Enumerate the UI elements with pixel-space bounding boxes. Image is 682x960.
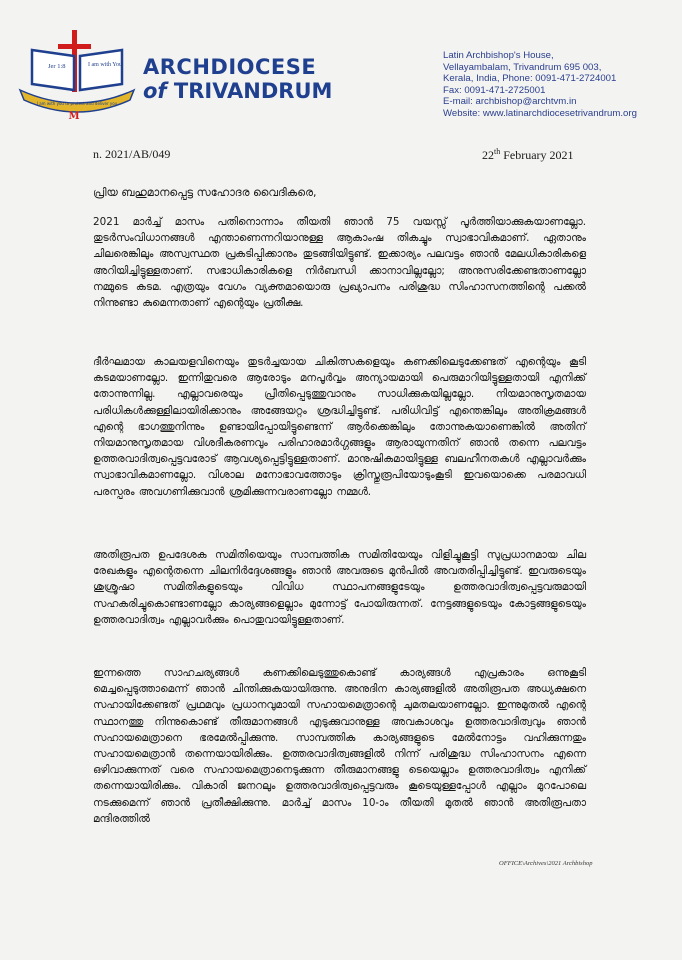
letterhead-address (443, 50, 673, 120)
address-line: Vellayambalam, Trivandrum 695 003, (443, 61, 602, 73)
book-left-text: Jer 1:8 (48, 63, 66, 70)
ribbon-text: I am with you to protect and deliver you (36, 101, 118, 106)
footer-file-path: OFFICE\Archives\2021 Archbishop (499, 860, 593, 867)
paragraph-3: അതിരൂപത ഉപദേശക സമിതിയെയും സാമ്പത്തിക സമിതിയേയും വിളിച്ചുകൂട്ടി സുപ്രധാനമായ ചില രേഖകളും എന്റെതന്നെ ചിലനിർദ്ദേശങ്ങളും ഞാൻ അവരുടെ മുൻപിൽ അവതരിപ്പിച്ചിട്ടുണ്ട്. ഇവരുടെയും ശുശ്രൂഷാ സമിതികളുടെയും വിവിധ സ്ഥാപനങ്ങളുടേയും ഉത്തരവാദിത്വപ്പെട്ടവരുമായി സഹകരിച്ചുകൊണ്ടാണല്ലോ കാര്യങ്ങളെല്ലാം മുന്നോട്ട് പോയിരുന്നത്. നേട്ടങ്ങളുടെയും കോട്ടങ്ങളുടെയും ഉത്തരവാദിത്വം എല്ലാവർക്കും പൊതുവായിട്ടുള്ളതാണ്. (93, 549, 586, 626)
reference-number: n. 2021/AB/049 (93, 147, 171, 161)
org-name-line2 (143, 79, 332, 103)
address-line: Kerala, India, Phone: 0091-471-2724001 (443, 73, 617, 85)
date-rest: February 2021 (503, 148, 574, 162)
org-name-city: TRIVANDRUM (173, 79, 333, 103)
letter-date (482, 147, 574, 163)
archdiocese-logo (18, 30, 136, 120)
org-name (143, 55, 332, 103)
date-day: 22 (482, 148, 494, 162)
org-name-of: of (143, 79, 167, 103)
paragraph-2: ദീർഘമായ കാലയളവിനെയും തുടർച്ചയായ ചികിത്സകളെയും കണക്കിലെടുക്കേണ്ടത് എന്റെയും കൂടി കടമയാണല്ലോ. ഇന്നിതുവരെ ആരോടും മനപൂർവ്വം അന്യായമായി പെരുമാറിയിട്ടുള്ളതായി എനിക്ക് തോന്നുന്നില്ല. എല്ലാവരെയും പ്രീതിപ്പെടുത്തുവാനും സാധിക്കുകയില്ലല്ലോ. നിയമാനുസൃതമായ പരിധികൾക്കുള്ളിലായിരിക്കാനും അങ്ങേയറ്റം ശ്രദ്ധിച്ചിട്ടുണ്ട്. പരിധിവിട്ട് എന്തെങ്കിലും അതിക്രമങ്ങൾ എന്റെ ഭാഗത്തുനിന്നും ഉണ്ടായിപ്പോയിട്ടുണ്ടെന്ന് ആർക്കെങ്കിലും തോന്നുകയാണെങ്കിൽ അതിന് നിയമാനുസൃതമായ വിശദീകരണവും പരിഹാരമാർഗ്ഗങ്ങളും ആരായുന്നതിന് ഞാൻ തന്നെ പലവട്ടം ഉത്തരവാദിത്വപ്പെട്ടവരോട് ആവശ്യപ്പെട്ടിട്ടുള്ളതാണ്. മാനുഷികമായിട്ടുള്ള ബലഹീനതകൾ എല്ലാവർക്കും സ്വാഭാവികമാണല്ലോ. വിശാല മനോഭാവത്തോടും ക്രിസ്തുരൂപിയോടുംകൂടി ഇവയൊക്കെ പരമാവധി പരസ്പരം അവഗണിക്കുവാൻ ശ്രമിക്കുന്നവരാണല്ലോ നമ്മൾ. (93, 356, 586, 498)
address-line: E-mail: archbishop@archtvm.in (443, 96, 577, 108)
book-right-text: I am with You (88, 62, 123, 68)
salutation: പ്രിയ ബഹുമാനപ്പെട്ട സഹോദര വൈദികരെ, (93, 186, 317, 199)
address-line: Latin Archbishop's House, (443, 50, 554, 61)
date-suffix: th (494, 147, 501, 156)
org-name-line1: ARCHDIOCESE (143, 55, 317, 79)
paragraph-4: ഇന്നത്തെ സാഹചര്യങ്ങൾ കണക്കിലെടുത്തുകൊണ്ട് കാര്യങ്ങൾ എപ്രകാരം ഒന്നുകൂടി മെച്ചപ്പെടുത്താമെന്ന് ഞാൻ ചിന്തിക്കുകയായിരുന്നു. അനുദിന കാര്യങ്ങളിൽ അതിരൂപത അധ്യക്ഷനെ സഹായിക്കേണ്ടത് പ്രഥമവും പ്രധാനവുമായി സഹായമെത്രാന്റെ ചുമതലയാണല്ലോ. ഇന്നുമുതൽ എന്റെ സ്ഥാനത്തു നിന്നുകൊണ്ട് തീരുമാനങ്ങൾ എടുക്കുവാനുള്ള അവകാശവും ഉത്തരവാദിത്വവും ഞാൻ സഹായമെത്രാനെ ഭരമേൽപ്പിക്കുന്നു. സാമ്പത്തിക കാര്യങ്ങളുടെ മേൽനോട്ടം വഹിക്കുന്നതും സഹായമെത്രാൻ തന്നെയായിരിക്കും. ഉത്തരവാദിത്വങ്ങളിൽ നിന്ന് പരിശുദ്ധ സിംഹാസനം എന്നെ ഒഴിവാക്കുന്നത് വരെ സഹായമെത്രാനെടുക്കുന്ന തീരുമാനങ്ങളു ടെയെല്ലാം ഉത്തരവാദിത്വം എനിക്ക് തന്നെയായിരിക്കും. വികാരി ജനറലും ഉത്തരവാദിത്വപ്പെട്ടവരും കൂടെയുള്ളപ്പോൾ എല്ലാം മുറപോലെ നടക്കുമെന്ന് ഞാൻ പ്രതീക്ഷിക്കുന്നു. മാർച്ച് മാസം 10-ാം തീയതി മുതൽ ഞാൻ അതിരൂപതാ മന്ദിരത്തിൽ (93, 667, 586, 825)
logo-initial: M (68, 111, 80, 120)
address-line: Fax: 0091-471-2725001 (443, 84, 546, 96)
paragraph-1: 2021 മാർച്ച് മാസം പതിനൊന്നാം തീയതി ഞാൻ 75 വയസ്സ് പൂർത്തിയാക്കുകയാണല്ലോ. തുടർസംവിധാനങ്ങൾ എന്താണെന്നറിയാനുള്ള ആകാംഷ തികച്ചും സ്വാഭാവികമാണ്. ഏതാനും ചിലരെങ്കിലും അസ്വസ്ഥത പ്രകടിപ്പിക്കാനും തുടങ്ങിയിട്ടുണ്ട്. ഇക്കാര്യം പലവട്ടം ഞാൻ മേലധികാരികളെ അറിയിച്ചിട്ടുള്ളതാണ്. സഭാധികാരികളെ നിർബന്ധി ക്കാനാവില്ലല്ലോ; അനുസരിക്കേണ്ടതാണല്ലോ നമ്മുടെ കടമ. എത്രയും വേഗം വ്യക്തമായൊരു പ്രഖ്യാപനം പരിശുദ്ധ സിംഹാസനത്തിന്റെ പക്കൽ നിന്നുണ്ടാ കുമെന്നതാണ് എന്റെയും പ്രതീക്ഷ. (93, 216, 586, 310)
address-line: Website: www.latinarchdiocesetrivandrum.org (443, 107, 637, 119)
